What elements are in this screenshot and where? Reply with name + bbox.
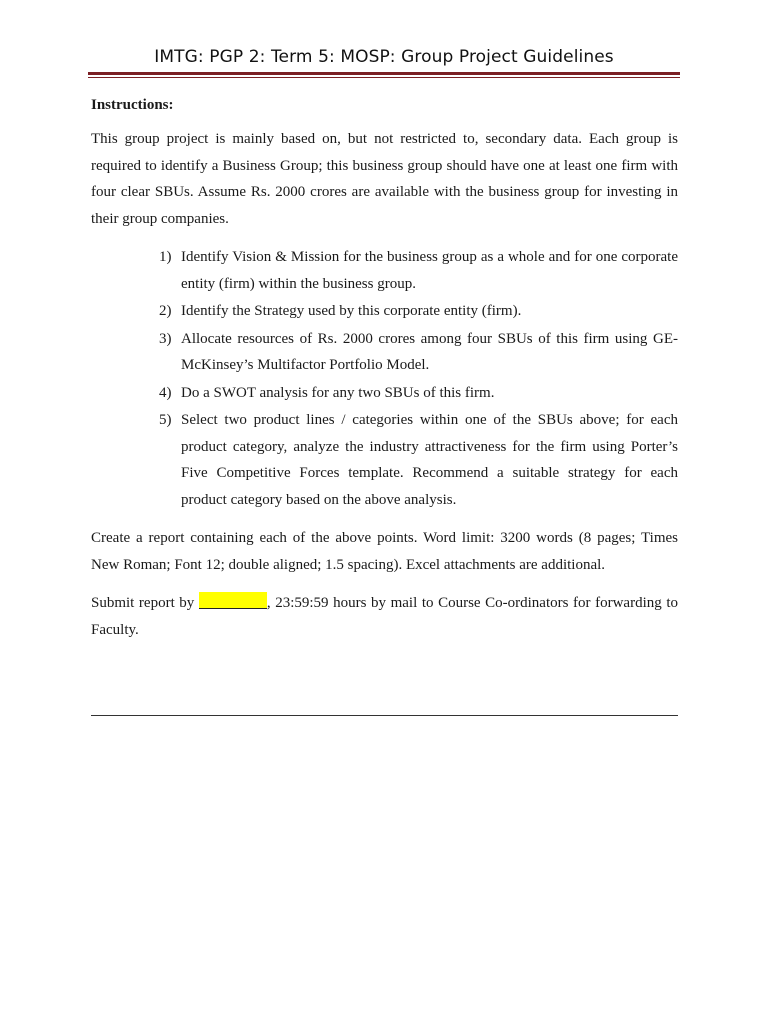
- page-header-title: IMTG: PGP 2: Term 5: MOSP: Group Project Guidelines: [154, 47, 614, 67]
- task-list: [91, 244, 678, 513]
- list-item-number: 3): [159, 330, 172, 347]
- list-item: [159, 298, 678, 325]
- header-divider-thin: [88, 77, 680, 78]
- list-item: [159, 326, 678, 379]
- list-item-text: Identify the Strategy used by this corporate entity (firm).: [181, 303, 522, 319]
- list-item-text: Do a SWOT analysis for any two SBUs of this firm.: [181, 384, 495, 401]
- header-divider: [88, 72, 680, 75]
- list-item: [159, 244, 678, 297]
- intro-paragraph: This group project is mainly based on, but not restricted to, secondary data. Each group is required to identify a Business Group; this business group should have one at least one firm with four clear SBUs. Assume Rs. 2000 crores are available with the business group for investing in their group companies.: [91, 131, 678, 227]
- document-body: [91, 94, 678, 655]
- list-item: [159, 380, 678, 407]
- deadline-blank-highlight: [199, 592, 267, 609]
- submit-suffix: , 23:59:59 hours by mail to Course Co-ordinators for forwarding to Faculty.: [91, 595, 678, 638]
- list-item-number: 1): [159, 249, 172, 265]
- footer-divider: [91, 715, 678, 716]
- list-item: [159, 407, 678, 513]
- instructions-heading: Instructions:: [91, 97, 174, 113]
- list-item-text: Allocate resources of Rs. 2000 crores among four SBUs of this firm using GE-McKinsey’s Multifactor Portfolio Model.: [181, 330, 678, 373]
- list-item-text: Select two product lines / categories within one of the SBUs above; for each product category, analyze the industry attractiveness for the firm using Porter’s Five Competitive Forces template. Recommend a suitable strategy for each product category based on the above analysis.: [181, 412, 678, 508]
- list-item-number: 4): [159, 384, 172, 401]
- list-item-text: Identify Vision & Mission for the business group as a whole and for one corporate entity (firm) within the business group.: [181, 249, 678, 292]
- submit-prefix: Submit report by: [91, 595, 199, 611]
- submit-paragraph: [91, 590, 678, 643]
- list-item-number: 2): [159, 303, 172, 319]
- report-paragraph: Create a report containing each of the above points. Word limit: 3200 words (8 pages; Times New Roman; Font 12; double aligned; 1.5 spacing). Excel attachments are additional.: [91, 530, 678, 573]
- list-item-number: 5): [159, 412, 172, 428]
